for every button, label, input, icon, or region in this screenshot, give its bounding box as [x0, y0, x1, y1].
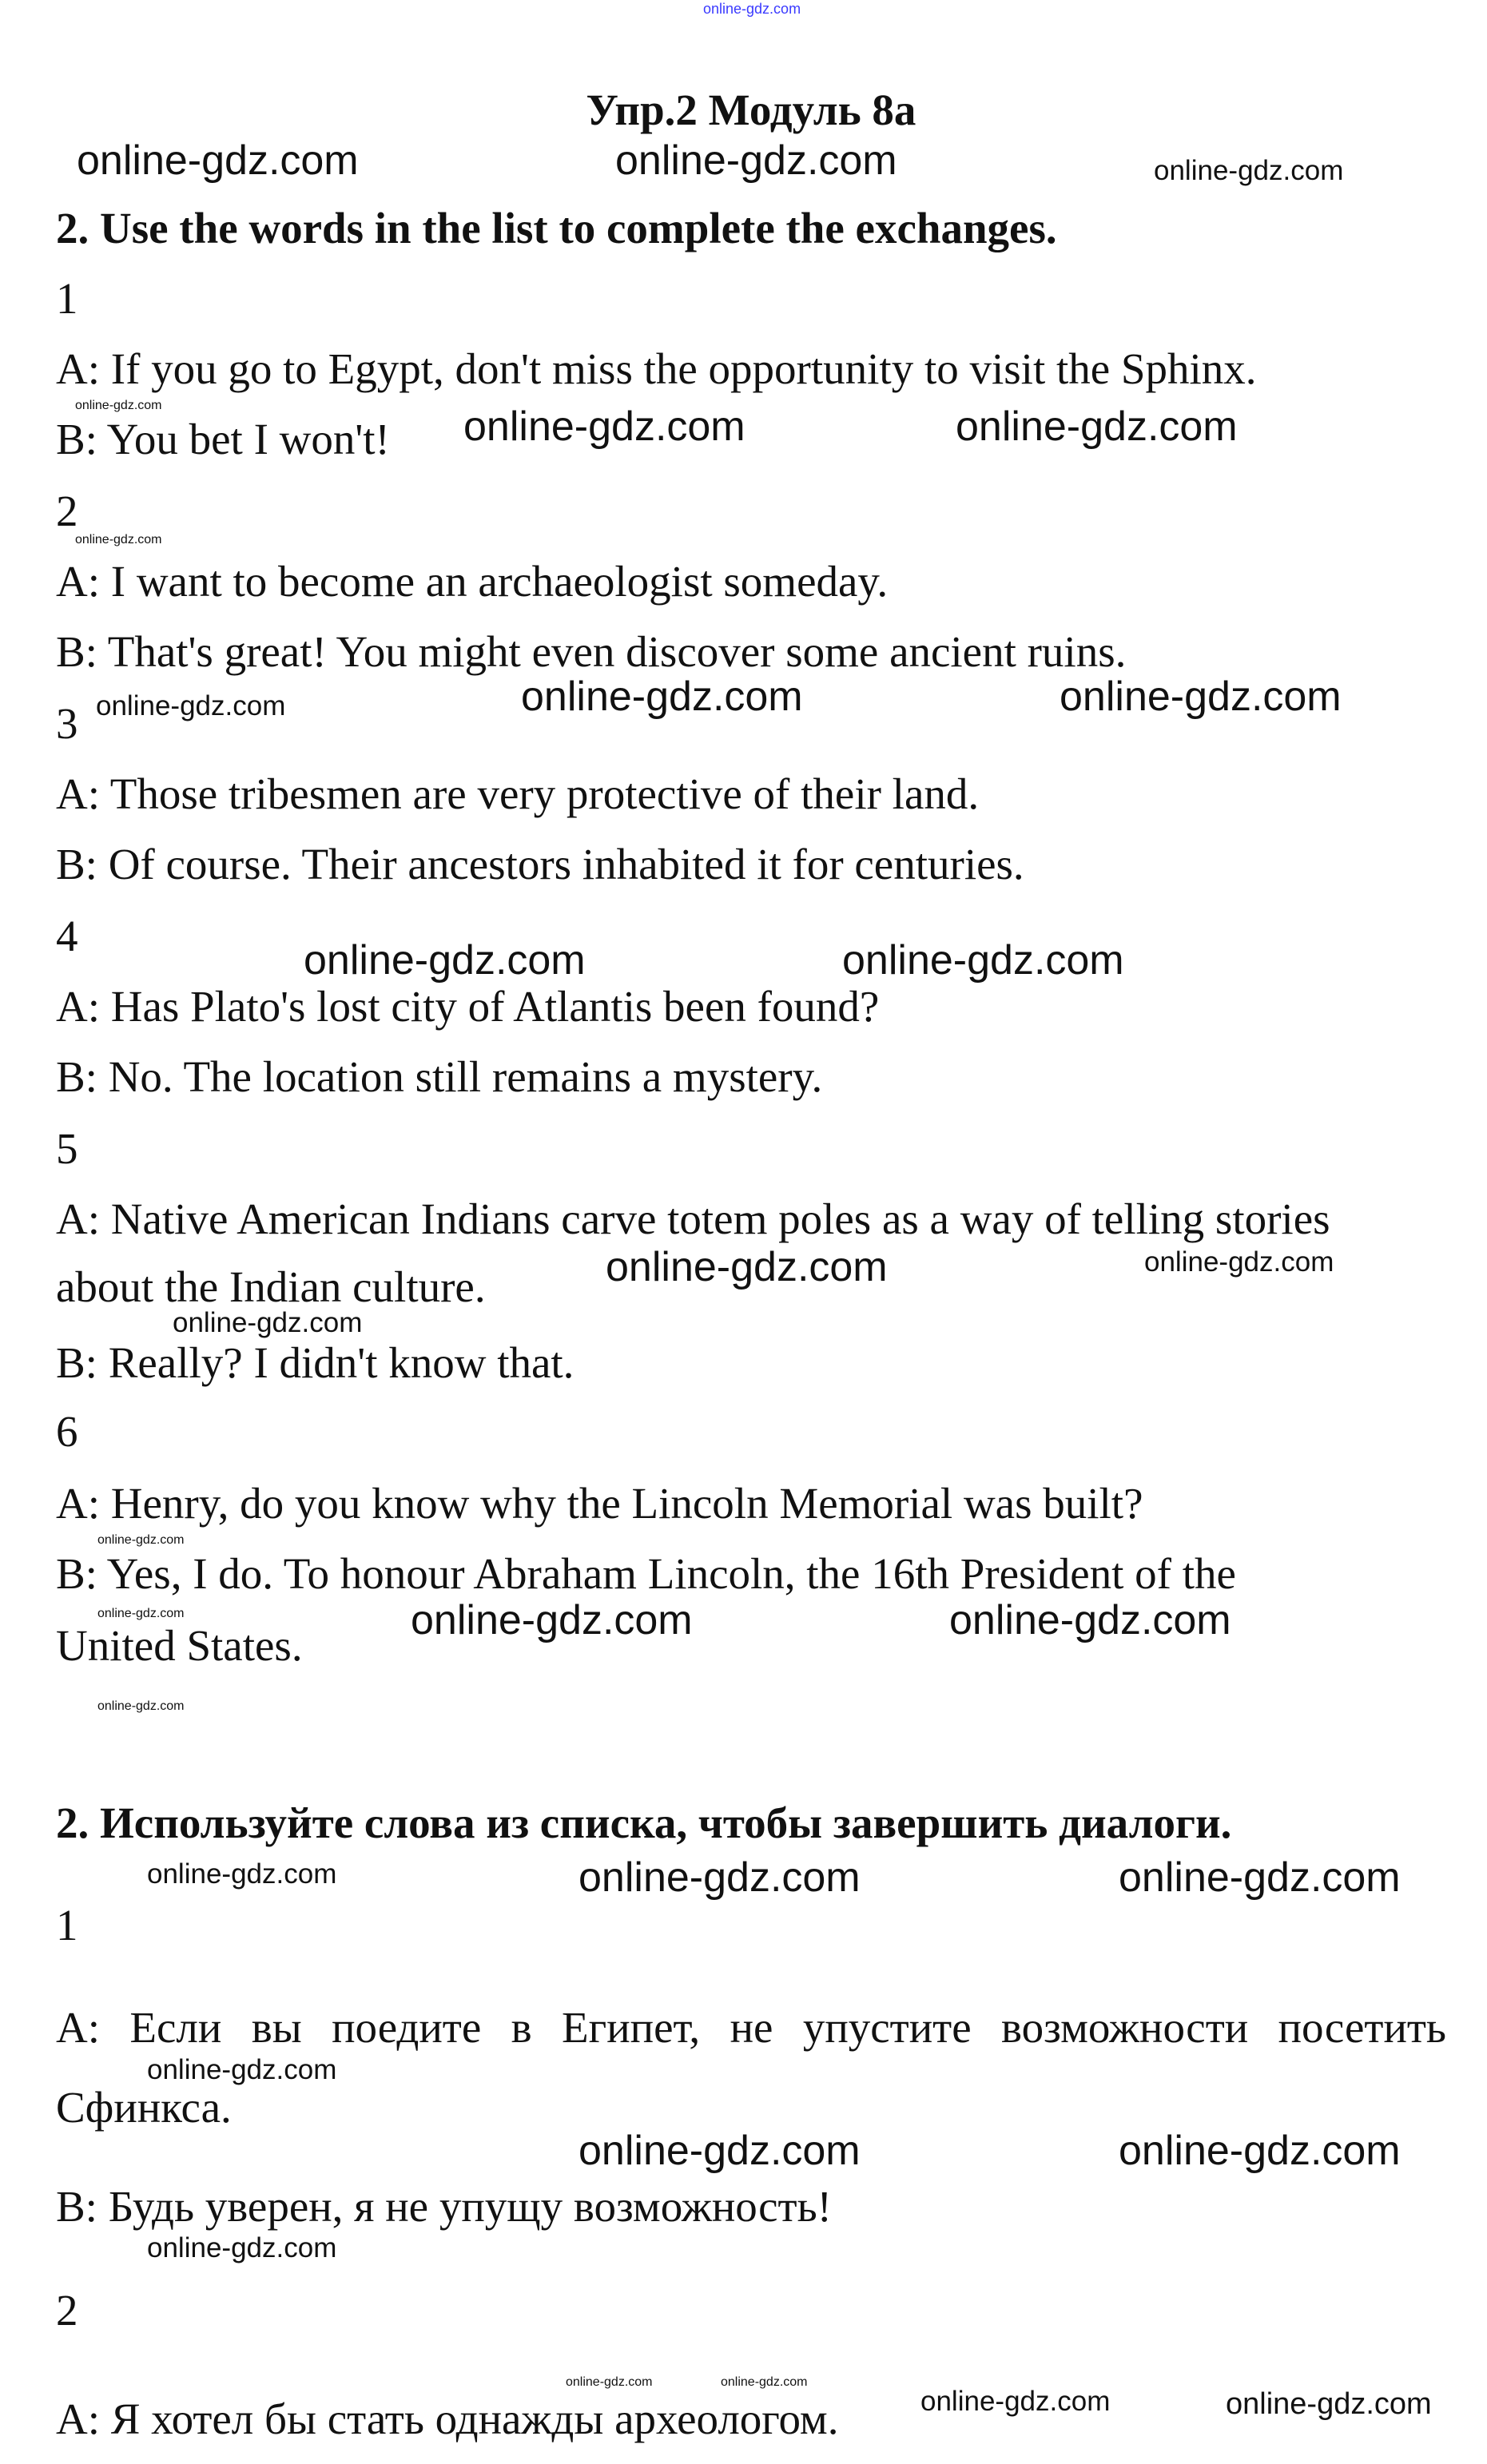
watermark: online-gdz.com: [147, 1858, 337, 1890]
watermark: online-gdz.com: [97, 1607, 185, 1620]
watermark: online-gdz.com: [97, 1699, 185, 1713]
watermark: online-gdz.com: [566, 2375, 653, 2389]
watermark: online-gdz.com: [1119, 1854, 1401, 1901]
item-number: 2: [56, 487, 78, 535]
watermark: online-gdz.com: [956, 403, 1238, 450]
watermark: online-gdz.com: [147, 2054, 337, 2085]
item-number: 1: [56, 1901, 78, 1949]
watermark: online-gdz.com: [173, 1307, 363, 1338]
exercise-heading-ru: 2. Используйте слова из списка, чтобы завершить диалоги.: [56, 1798, 1232, 1847]
watermark: online-gdz.com: [304, 937, 586, 984]
watermark: online-gdz.com: [75, 533, 162, 546]
page-title: Упр.2 Модуль 8а: [586, 85, 916, 134]
watermark: online-gdz.com: [77, 137, 359, 184]
line-a: A: I want to become an archaeologist someday.: [56, 557, 889, 606]
watermark: online-gdz.com: [615, 137, 897, 184]
watermark: online-gdz.com: [1060, 674, 1342, 720]
watermark: online-gdz.com: [949, 1597, 1231, 1643]
item-number: 6: [56, 1407, 78, 1456]
watermark: online-gdz.com: [920, 2386, 1111, 2417]
watermark: online-gdz.com: [1119, 2128, 1401, 2174]
watermark: online-gdz.com: [606, 1244, 888, 1290]
line-b: B: Yes, I do. To honour Abraham Lincoln, the 16th President of the: [56, 1549, 1236, 1598]
watermark: online-gdz.com: [521, 674, 803, 720]
watermark: online-gdz.com: [96, 690, 286, 721]
line-b-cont: United States.: [56, 1621, 303, 1670]
line-a: A: Henry, do you know why the Lincoln Memorial was built?: [56, 1479, 1143, 1528]
exercise-heading-en: 2. Use the words in the list to complete the exchanges.: [56, 204, 1057, 252]
line-b: B: Really? I didn't know that.: [56, 1338, 575, 1387]
line-b: B: No. The location still remains a mystery.: [56, 1052, 823, 1101]
line-a: A: If you go to Egypt, don't miss the opportunity to visit the Sphinx.: [56, 344, 1257, 393]
watermark: online-gdz.com: [1154, 155, 1344, 186]
line-a-cont: about the Indian culture.: [56, 1262, 486, 1311]
line-a: A: Если вы поедите в Египет, не упустите возможности посетить: [56, 2003, 1446, 2052]
line-b: B: Of course. Their ancestors inhabited it for centuries.: [56, 840, 1024, 888]
watermark-top: online-gdz.com: [703, 1, 801, 17]
item-number: 4: [56, 912, 78, 960]
watermark: online-gdz.com: [97, 1533, 185, 1547]
watermark: online-gdz.com: [721, 2375, 808, 2389]
watermark: online-gdz.com: [578, 2128, 861, 2174]
watermark: online-gdz.com: [1144, 1246, 1334, 1278]
item-number: 1: [56, 274, 78, 323]
watermark: online-gdz.com: [842, 937, 1124, 984]
line-a-cont: Сфинкса.: [56, 2083, 232, 2132]
watermark: online-gdz.com: [411, 1597, 693, 1643]
line-a: A: Those tribesmen are very protective of their land.: [56, 769, 980, 818]
line-b: B: Будь уверен, я не упущу возможность!: [56, 2182, 832, 2231]
line-b: B: You bet I won't!: [56, 415, 390, 463]
line-b: B: That's great! You might even discover some ancient ruins.: [56, 627, 1127, 676]
line-a: A: Я хотел бы стать однажды археологом.: [56, 2394, 839, 2443]
item-number: 3: [56, 699, 78, 748]
item-number: 5: [56, 1124, 78, 1173]
watermark: online-gdz.com: [463, 403, 745, 450]
watermark: online-gdz.com: [75, 399, 162, 412]
watermark: online-gdz.com: [578, 1854, 861, 1901]
line-a: A: Has Plato's lost city of Atlantis been found?: [56, 982, 880, 1031]
line-a: A: Native American Indians carve totem poles as a way of telling stories: [56, 1194, 1330, 1243]
watermark: online-gdz.com: [147, 2232, 337, 2263]
watermark: online-gdz.com: [1226, 2387, 1432, 2421]
item-number: 2: [56, 2286, 78, 2335]
